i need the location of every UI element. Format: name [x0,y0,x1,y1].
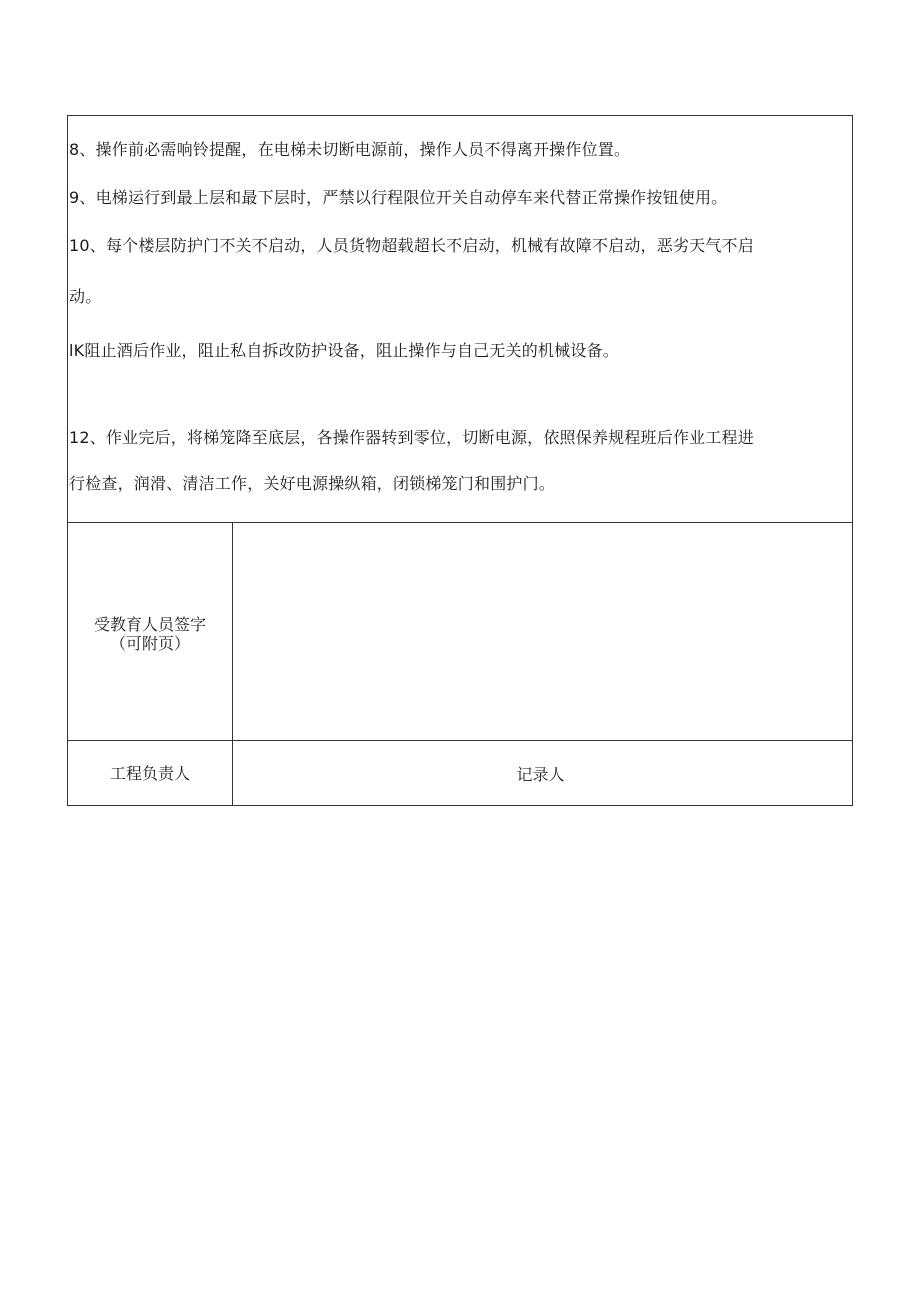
rule-line: 8、操作前必需响铃提醒，在电梯未切断电源前，操作人员不得离开操作位置。 [69,140,631,159]
signature-row [68,523,852,741]
education-record-table [67,115,853,806]
rule-line: 行检查，润滑、清洁工作，关好电源操纵箱，闭锁梯笼门和围护门。 [69,474,556,493]
rule-line: 12、作业完后，将梯笼降至底层，各操作器转到零位，切断电源，依照保养规程班后作业工程进 [69,428,754,447]
rule-line: 动。 [69,287,102,306]
project-lead-label: 工程负责人 [68,741,233,805]
signature-label-cell [68,523,233,740]
signature-note: （可附页） [109,633,190,653]
rule-line: 10、每个楼层防护门不关不启动，人员货物超载超长不启动，机械有故障不启动，恶劣天气不启 [69,236,754,255]
footer-row [68,741,852,805]
signature-label: 受教育人员签字 [93,614,206,634]
recorder-label: 记录人 [516,764,565,784]
rule-line: 9、电梯运行到最上层和最下层时，严禁以行程限位开关自动停车来代替正常操作按钮使用。 [69,188,728,207]
signature-area[interactable] [233,523,852,740]
safety-rules-cell [68,116,852,523]
rule-line: lK阻止酒后作业，阻止私自拆改防护设备，阻止操作与自己无关的机械设备。 [69,341,619,360]
